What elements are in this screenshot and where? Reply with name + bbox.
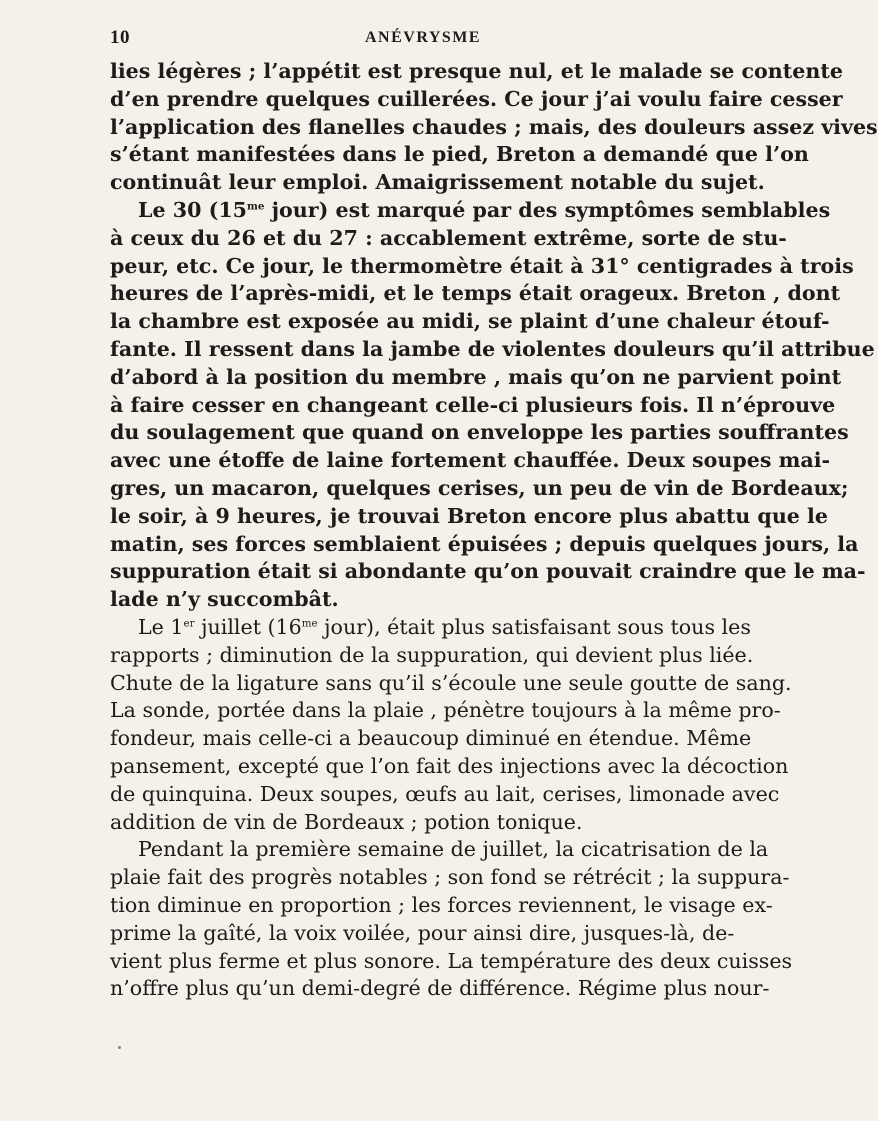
- text-line: prime la gaîté, la voix voilée, pour ainsi dire, jusques-là, de-: [110, 920, 735, 945]
- text-line: lies légères ; l’appétit est presque nul, et le malade se contente: [110, 59, 843, 83]
- text-line: heures de l’après-midi, et le temps était orageux. Breton , dont: [110, 281, 841, 306]
- text-line: n’offre plus qu’un demi-degré de différence. Régime plus nour-: [110, 976, 770, 1001]
- text-line: rapports ; diminution de la suppuration, qui devient plus liée.: [110, 642, 754, 667]
- text-line: Chute de la ligature sans qu’il s’écoule une seule goutte de sang.: [110, 670, 792, 695]
- page-number: 10: [110, 27, 130, 48]
- paragraph-july-1: [110, 614, 792, 836]
- running-title: ANÉVRYSME: [365, 29, 482, 46]
- text-line: avec une étoffe de laine fortement chauffée. Deux soupes mai-: [110, 448, 831, 473]
- paper-speck: [118, 1046, 121, 1049]
- text-line: addition de vin de Bordeaux ; potion tonique.: [110, 809, 583, 834]
- text-line: gres, un macaron, quelques cerises, un peu de vin de Bordeaux;: [110, 475, 849, 500]
- text-line: La sonde, portée dans la plaie , pénètre toujours à la même pro-: [110, 698, 781, 723]
- text-line: d’abord à la position du membre , mais qu’on ne parvient point: [110, 364, 842, 389]
- text-line: Pendant la première semaine de juillet, la cicatrisation de la: [138, 837, 769, 862]
- text-line: matin, ses forces semblaient épuisées ; depuis quelques jours, la: [110, 531, 859, 556]
- text-line: Le 1er juillet ($16^{me}$ jour), était plus satisfaisant sous tous les: [138, 614, 751, 639]
- text-line: tion diminue en proportion ; les forces reviennent, le visage ex-: [110, 892, 773, 917]
- paragraph-continued: [110, 58, 878, 197]
- paragraph-june-30: [110, 197, 875, 614]
- body-text: [110, 58, 878, 1003]
- paragraph-first-week-july: [110, 836, 793, 1003]
- text-line: plaie fait des progrès notables ; son fond se rétrécit ; la suppura-: [110, 865, 790, 890]
- text-line: s’étant manifestées dans le pied, Breton a demandé que l’on: [110, 142, 809, 167]
- text-line: de quinquina. Deux soupes, œufs au lait, cerises, limonade avec: [110, 781, 780, 806]
- page-header: [110, 20, 710, 54]
- text-line: à ceux du 26 et du 27 : accablement extrême, sorte de stu-: [110, 225, 787, 250]
- text-line: Le 30 ($15^{me}$ jour) est marqué par des symptômes semblables: [138, 197, 831, 222]
- text-line: vient plus ferme et plus sonore. La température des deux cuisses: [110, 948, 793, 973]
- text-line: lade n’y succombât.: [110, 587, 339, 612]
- text-line: à faire cesser en changeant celle-ci plusieurs fois. Il n’éprouve: [110, 392, 836, 417]
- text-line: fante. Il ressent dans la jambe de violentes douleurs qu’il attribue: [110, 336, 875, 361]
- text-line: la chambre est exposée au midi, se plaint d’une chaleur étouf-: [110, 309, 830, 334]
- text-line: l’application des flanelles chaudes ; mais, des douleurs assez vives: [110, 114, 878, 139]
- text-line: continuât leur emploi. Amaigrissement notable du sujet.: [110, 170, 765, 195]
- text-line: pansement, excepté que l’on fait des injections avec la décoction: [110, 753, 789, 778]
- text-line: le soir, à 9 heures, je trouvai Breton encore plus abattu que le: [110, 503, 828, 528]
- text-line: peur, etc. Ce jour, le thermomètre était à 31° centigrades à trois: [110, 253, 854, 278]
- text-line: d’en prendre quelques cuillerées. Ce jour j’ai voulu faire cesser: [110, 86, 843, 111]
- text-line: suppuration était si abondante qu’on pouvait craindre que le ma-: [110, 559, 866, 584]
- text-line: du soulagement que quand on enveloppe les parties souffrantes: [110, 420, 849, 445]
- text-line: fondeur, mais celle-ci a beaucoup diminué en étendue. Même: [110, 726, 752, 751]
